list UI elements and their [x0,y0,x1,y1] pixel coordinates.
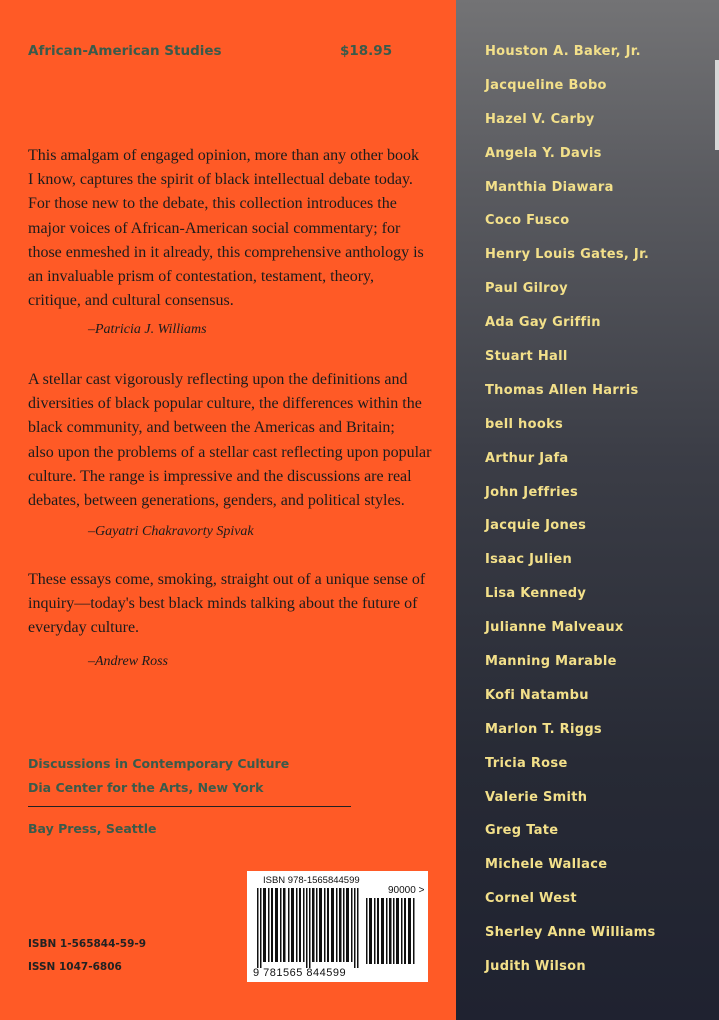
contributor-name: Greg Tate [485,823,559,839]
contributor-name: Henry Louis Gates, Jr. [485,247,650,263]
contributor-name: Coco Fusco [485,213,570,229]
contributor-name: Tricia Rose [485,755,568,771]
quote-line: debates, between generations, genders, and political styles. [28,492,405,510]
quote-line: These essays come, smoking, straight out of a unique sense of [28,571,426,588]
contributor-name: Jacquie Jones [485,518,587,534]
contributor-name: Hazel V. Carby [485,111,595,127]
contributor-name: Michele Wallace [485,857,608,873]
contributor-name: Marlon T. Riggs [485,721,602,737]
quote-line: major voices of African-American social commentary; for [28,219,401,237]
contributor-name: Ada Gay Griffin [485,315,601,331]
quote-line: critique, and cultural consensus. [28,292,234,310]
contributor-name: Thomas Allen Harris [485,382,639,398]
contributor-list [485,44,656,993]
contributor-name: Manthia Diawara [485,179,614,195]
price: $18.95 [340,43,393,59]
contributor-name: Cornel West [485,891,577,907]
contributor-name: Valerie Smith [485,789,588,805]
contributor-name: Judith Wilson [485,959,586,975]
barcode-addon-bars [365,898,417,964]
divider [28,806,351,807]
quote-line: For those new to the debate, this collection introduces the [28,195,397,213]
contributor-name: Jacqueline Bobo [485,77,607,93]
contributor-name: Paul Gilroy [485,281,568,297]
quote-line: also upon the problems of a stellar cast reflecting upon popular [28,443,432,461]
quote-1-author: –Patricia J. Williams [88,322,207,337]
subject-category: African-American Studies [28,43,222,59]
contributor-name: bell hooks [485,416,564,432]
contributor-name: Sherley Anne Williams [485,925,656,941]
issn-text: ISSN 1047-6806 [28,961,122,973]
quote-line: black community, and between the Americas and Britain; [28,419,395,437]
quote-line: culture. The range is impressive and the discussions are real [28,467,412,485]
quote-line: those enmeshed in it already, this comprehensive anthology is [28,243,424,261]
quote-line: This amalgam of engaged opinion, more than any other book [28,147,420,164]
barcode-number: 9 781565 844599 [253,967,347,979]
series-org: Dia Center for the Arts, New York [28,780,264,795]
quote-line: an invaluable prism of contestation, testament, theory, [28,268,374,286]
contributor-name: Manning Marable [485,654,617,670]
quote-3 [28,568,438,641]
barcode [247,871,428,982]
contributor-name: Julianne Malveaux [485,620,624,636]
quote-line: A stellar cast vigorously reflecting upon the definitions and [28,371,408,388]
barcode-main-bars [255,888,361,968]
contributor-name: Isaac Julien [485,552,573,568]
contributor-name: Stuart Hall [485,349,568,365]
quote-line: inquiry—today's best black minds talking about the future of [28,595,418,613]
barcode-isbn-label: ISBN 978-1565844599 [263,875,360,886]
quote-2 [28,368,438,513]
contributor-name: Angela Y. Davis [485,145,602,161]
contributor-name: Lisa Kennedy [485,586,587,602]
quote-3-author: –Andrew Ross [88,654,168,669]
isbn-text: ISBN 1-565844-59-9 [28,938,147,950]
quote-2-author: –Gayatri Chakravorty Spivak [88,524,254,539]
barcode-price-code: 90000 > [388,885,425,896]
contributor-name: Kofi Natambu [485,687,589,703]
quote-line: I know, captures the spirit of black intellectual debate today. [28,171,413,189]
quote-line: everyday culture. [28,619,140,637]
contributor-name: Houston A. Baker, Jr. [485,44,641,59]
page-edge [715,60,719,150]
quote-1 [28,144,438,313]
contributor-name: Arthur Jafa [485,450,569,466]
quote-line: diversities of black popular culture, the differences within the [28,395,422,413]
publisher: Bay Press, Seattle [28,821,157,836]
series-name: Discussions in Contemporary Culture [28,756,290,771]
contributor-name: John Jeffries [485,484,579,500]
